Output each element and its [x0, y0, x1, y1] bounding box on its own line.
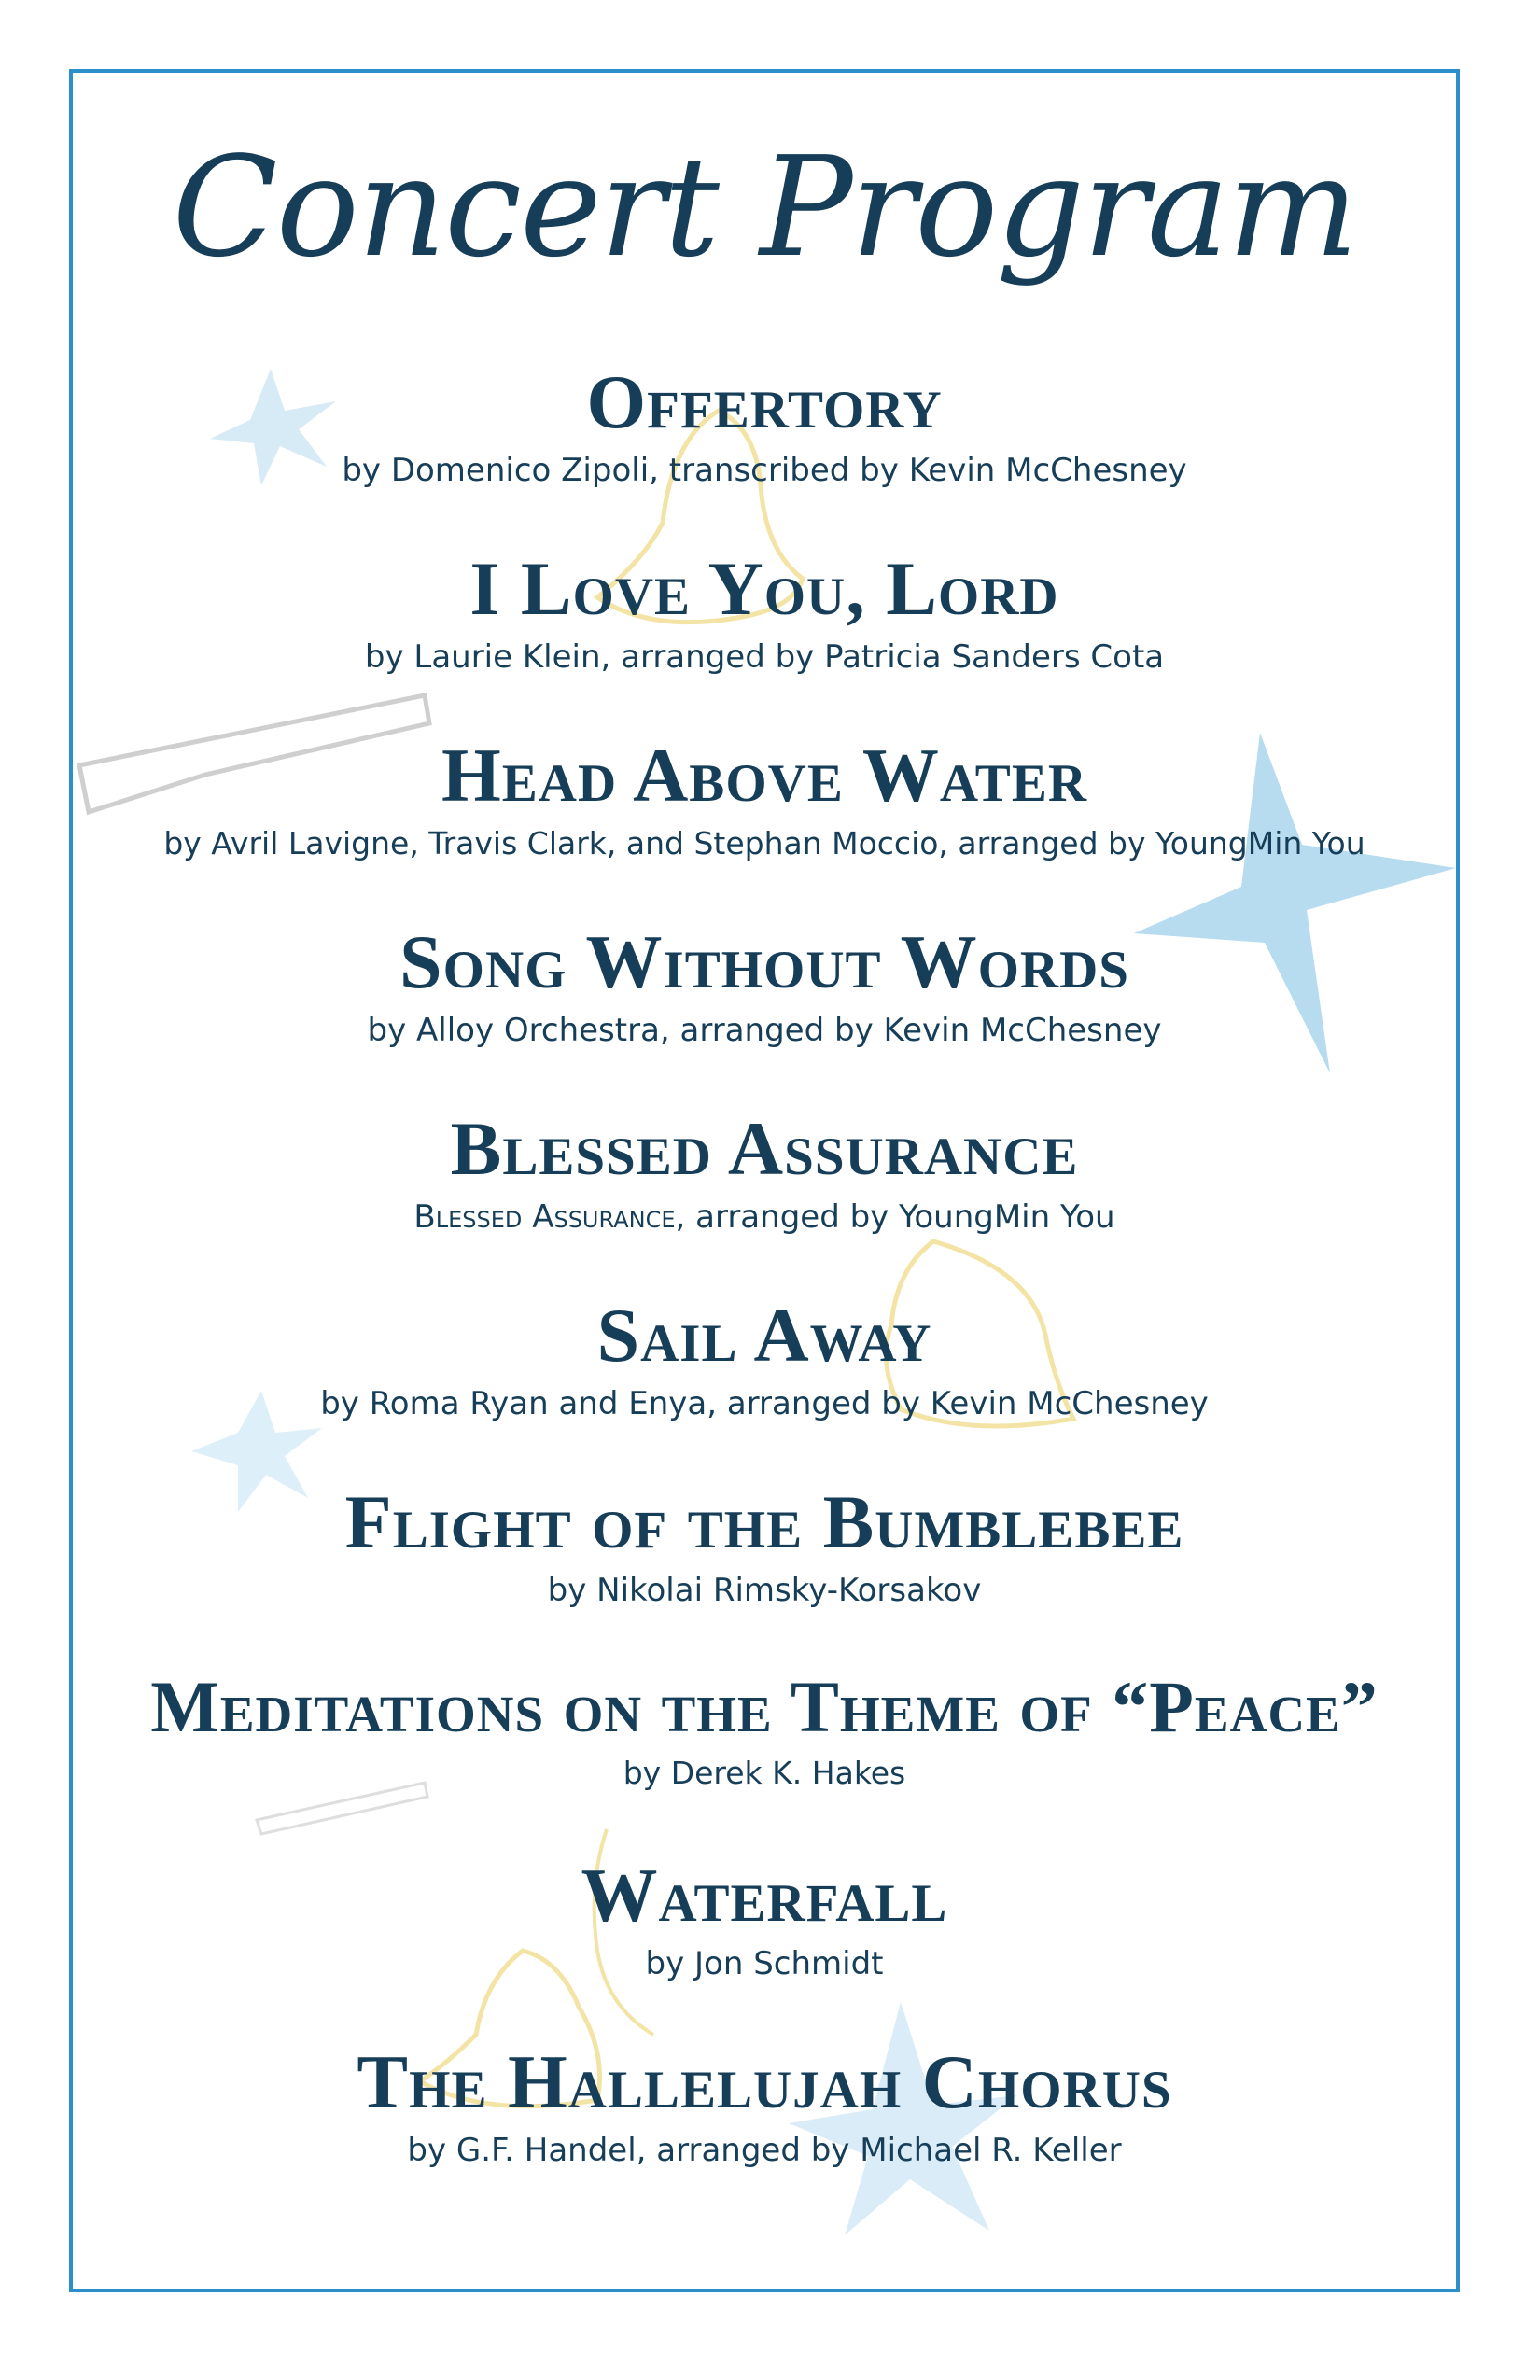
piece-credit: by Domenico Zipoli, transcribed by Kevin McChesney	[342, 452, 1187, 489]
program-content	[73, 73, 1456, 2289]
piece-credit: by Avril Lavigne, Travis Clark, and Stephan Moccio, arranged by YoungMin You	[163, 825, 1365, 861]
piece-title: Song Without Words	[399, 919, 1129, 1004]
piece-title: Flight of the Bumblebee	[344, 1479, 1184, 1564]
program-item	[73, 1293, 1456, 1422]
program-item	[73, 733, 1456, 861]
program-item	[73, 546, 1456, 676]
piece-credit: by Nikolai Rimsky-Korsakov	[547, 1572, 982, 1609]
piece-credit: by Alloy Orchestra, arranged by Kevin McChesney	[367, 1012, 1162, 1049]
piece-credit	[73, 1200, 1456, 1235]
program-item	[73, 1666, 1456, 1791]
piece-credit-source: Blessed Assurance	[413, 1198, 676, 1236]
piece-credit: by G.F. Handel, arranged by Michael R. Keller	[407, 2132, 1122, 2169]
piece-title: Meditations on the Theme of “Peace”	[150, 1666, 1379, 1747]
piece-credit: by Derek K. Hakes	[623, 1755, 906, 1791]
program-item	[73, 1479, 1456, 1609]
piece-title: Waterfall	[581, 1853, 948, 1938]
piece-credit: by Laurie Klein, arranged by Patricia Sanders Cota	[364, 638, 1165, 676]
program-item	[73, 359, 1456, 489]
program-item	[73, 919, 1456, 1049]
piece-credit-arranger: , arranged by YoungMin You	[675, 1198, 1115, 1236]
program-item	[73, 1853, 1456, 1982]
piece-title: The Hallelujah Chorus	[357, 2039, 1172, 2124]
piece-credit: by Roma Ryan and Enya, arranged by Kevin McChesney	[320, 1385, 1209, 1422]
piece-title: Offertory	[586, 359, 943, 444]
piece-title: I Love You, Lord	[469, 546, 1059, 631]
piece-title: Blessed Assurance	[450, 1106, 1079, 1191]
piece-title: Sail Away	[596, 1293, 932, 1378]
page-title: Concert Program	[172, 127, 1357, 287]
program-item	[73, 2039, 1456, 2169]
piece-title: Head Above Water	[441, 733, 1087, 818]
piece-credit: by Jon Schmidt	[645, 1945, 884, 1982]
program-item	[73, 1106, 1456, 1236]
